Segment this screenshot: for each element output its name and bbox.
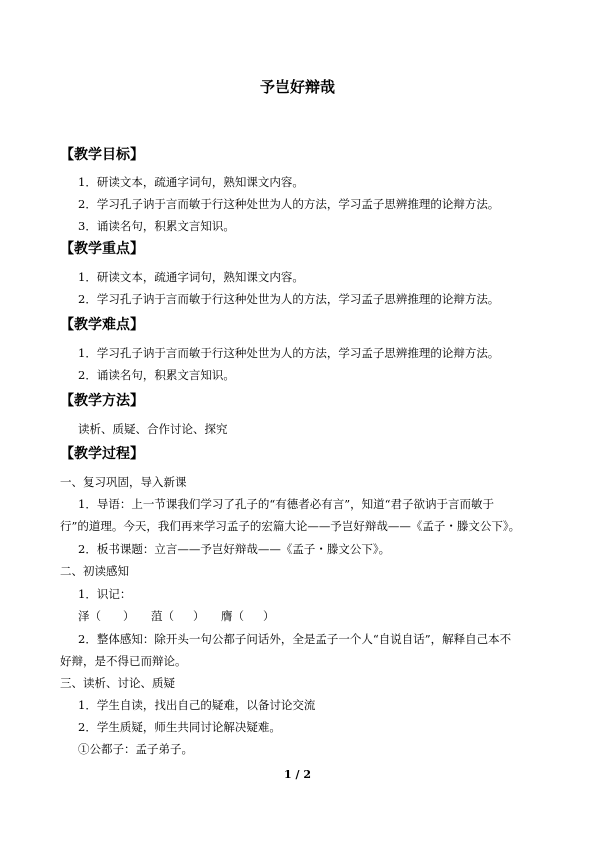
section-1-item-2: 2．板书课题：立言——予岂好辩哉——《孟子・滕文公下》。 <box>78 542 391 556</box>
recall-word-3-close: ） <box>263 609 275 623</box>
section-2-item-2-line-2: 好辩，是不得已而辩论。 <box>60 654 187 668</box>
methods-text: 读析、质疑、合作讨论、探究 <box>78 422 228 436</box>
section-3-title: 三、读析、讨论、质疑 <box>60 676 175 690</box>
section-3-item-1: 1．学生自读，找出自己的疑难，以备讨论交流 <box>78 698 316 712</box>
section-3-note-1: ①公都子：孟子弟子。 <box>78 742 193 756</box>
heading-methods: 【教学方法】 <box>60 393 144 409</box>
recall-word-1-close: ） <box>123 609 135 623</box>
section-2-item-2-line-1: 2．整体感知：除开头一句公都子问话外，全是孟子一个人“自说自话”，解释自己本不 <box>78 632 512 646</box>
recall-word-3: 膺（ <box>221 609 244 623</box>
heading-difficulties: 【教学难点】 <box>60 317 144 333</box>
difficulty-item-2: 2．诵读名句，积累文言知识。 <box>78 368 235 382</box>
document-title: 予岂好辩哉 <box>259 78 335 96</box>
page-number: 1 / 2 <box>284 768 311 781</box>
section-3-item-2: 2．学生质疑，师生共同讨论解决疑难。 <box>78 720 281 734</box>
section-2-title: 二、初读感知 <box>60 564 129 578</box>
goal-item-1: 1．研读文本，疏通字词句，熟知课文内容。 <box>78 175 304 189</box>
section-2-item-1: 1．识记： <box>78 587 132 601</box>
section-1-title: 一、复习巩固，导入新课 <box>60 475 187 489</box>
key-point-item-2: 2．学习孔子讷于言而敏于行这种处世为人的方法，学习孟子思辨推理的论辩方法。 <box>78 292 500 306</box>
difficulty-item-1: 1．学习孔子讷于言而敏于行这种处世为人的方法，学习孟子思辨推理的论辩方法。 <box>78 346 500 360</box>
recall-word-2-close: ） <box>193 609 205 623</box>
key-point-item-1: 1．研读文本，疏通字词句，熟知课文内容。 <box>78 270 304 284</box>
heading-key-points: 【教学重点】 <box>60 241 144 257</box>
recall-word-2: 菹（ <box>151 609 174 623</box>
section-1-item-1-line-2: 行”的道理。今天，我们再来学习孟子的宏篇大论——予岂好辩哉——《孟子・滕文公下》。 <box>60 519 521 533</box>
section-1-item-1-line-1: 1．导语：上一节课我们学习了孔子的“有德者必有言”，知道“君子欲讷于言而敏于 <box>78 497 494 511</box>
goal-item-2: 2．学习孔子讷于言而敏于行这种处世为人的方法，学习孟子思辨推理的论辩方法。 <box>78 197 500 211</box>
heading-goals: 【教学目标】 <box>60 147 144 163</box>
heading-process: 【教学过程】 <box>60 446 144 462</box>
goal-item-3: 3．诵读名句，积累文言知识。 <box>78 219 235 233</box>
recall-word-1: 泽（ <box>78 609 101 623</box>
